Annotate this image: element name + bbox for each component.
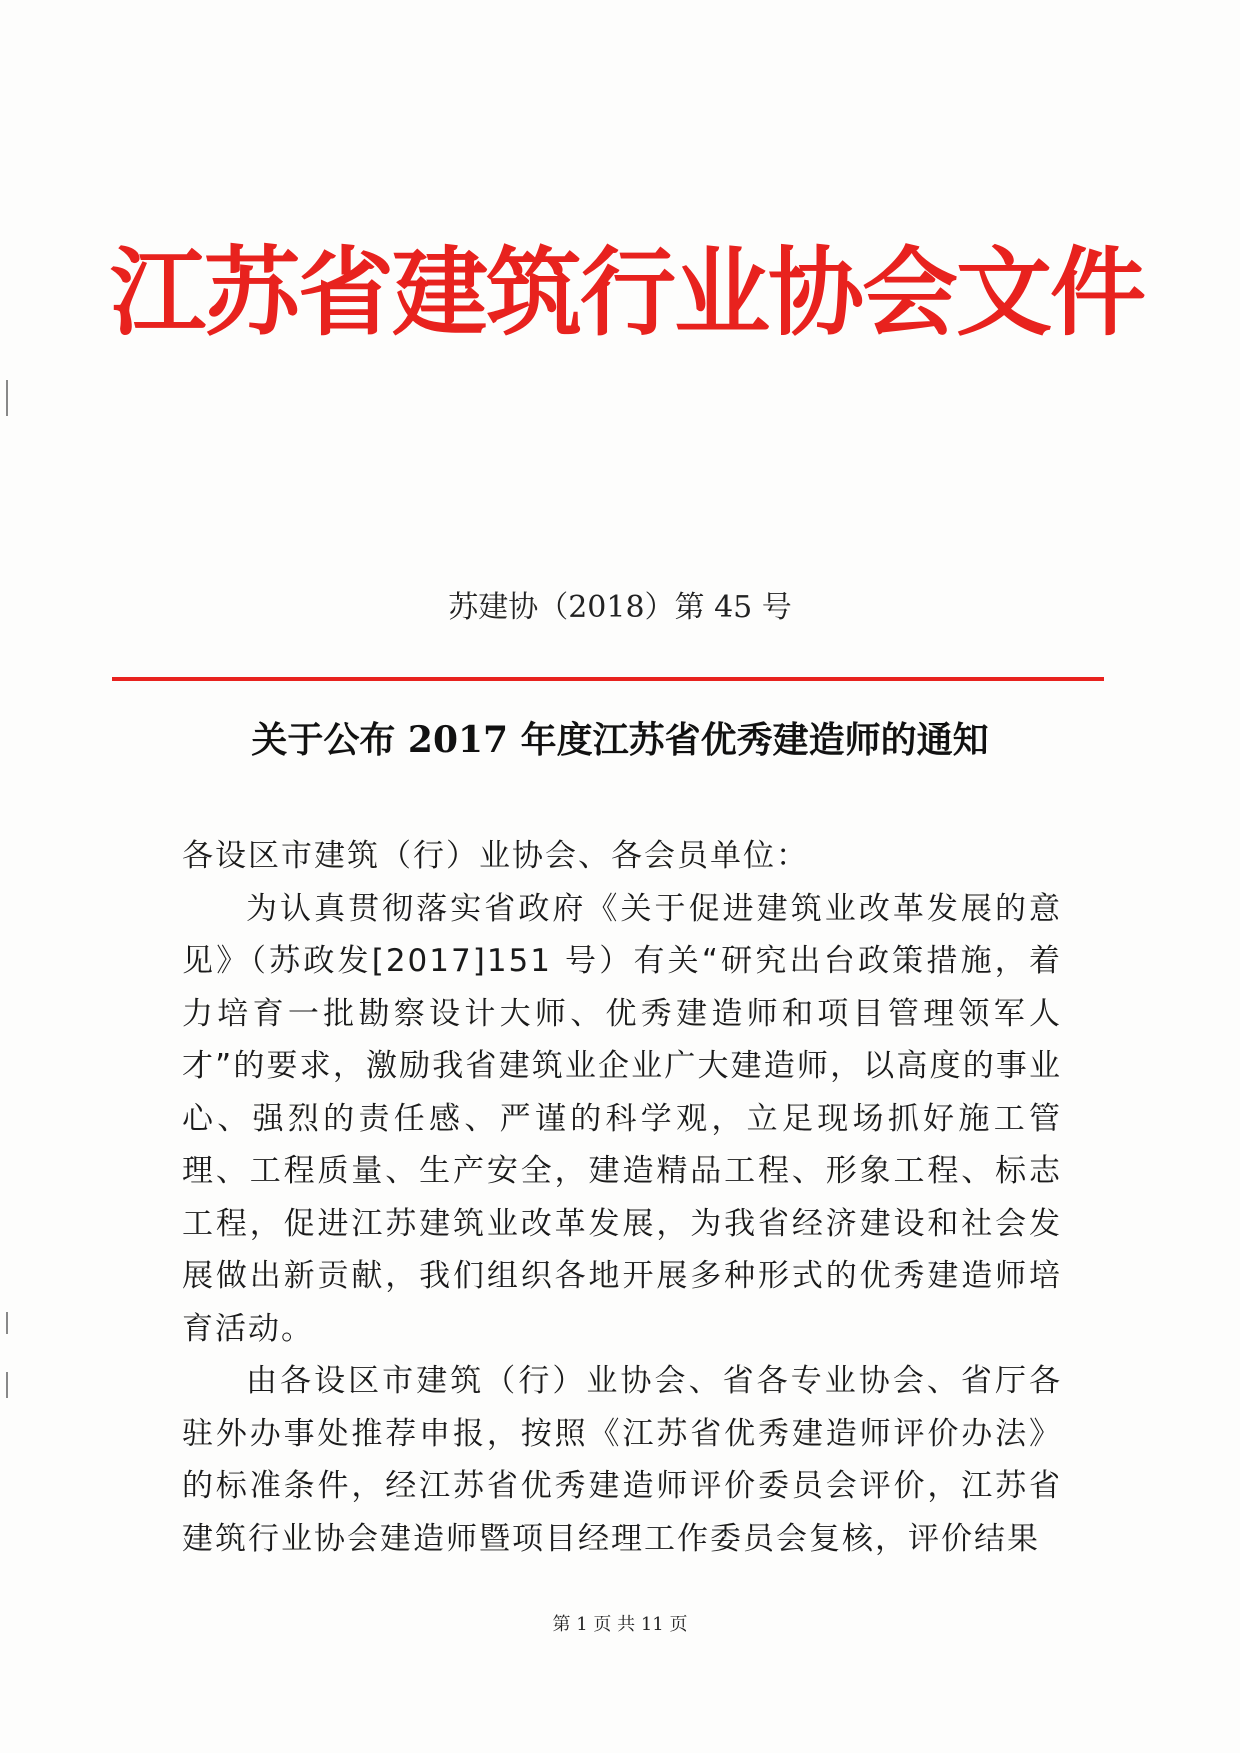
document-title: 关于公布 2017 年度江苏省优秀建造师的通知: [251, 719, 989, 761]
issuer-header-title: 江苏省建筑行业协会文件: [110, 236, 1144, 349]
body-paragraph-1: 为认真贯彻落实省政府《关于促进建筑业改革发展的意见》（苏政发[2017]151 号）有关“研究出台政策措施，着力培育一批勘察设计大师、优秀建造师和项目管理领军人才”的要求，激励我省建筑业企业广大建造师，以高度的事业心、强烈的责任感、严谨的科学观，立足现场抓好施工管理、工程质量、生产安全，建造精品工程、形象工程、标志工程，促进江苏建筑业改革发展，为我省经济建设和社会发展做出新贡献，我们组织各地开展多种形式的优秀建造师培育活动。: [182, 890, 1062, 1347]
scan-edge-mark: [6, 380, 8, 416]
document-body: [182, 830, 1062, 1565]
page-number-footer: 第 1 页 共 11 页: [552, 1614, 688, 1635]
salutation: 各设区市建筑（行）业协会、各会员单位：: [182, 838, 809, 874]
red-divider-line: [112, 677, 1104, 681]
scan-edge-mark: [6, 1312, 8, 1334]
body-paragraph-2: 由各设区市建筑（行）业协会、省各专业协会、省厅各驻外办事处推荐申报，按照《江苏省优秀建造师评价办法》的标准条件，经江苏省优秀建造师评价委员会评价，江苏省建筑行业协会建造师暨项目经理工作委员会复核，评价结果: [182, 1363, 1062, 1557]
document-number: 苏建协（2018）第 45 号: [448, 590, 792, 625]
scan-edge-mark: [6, 1372, 8, 1398]
